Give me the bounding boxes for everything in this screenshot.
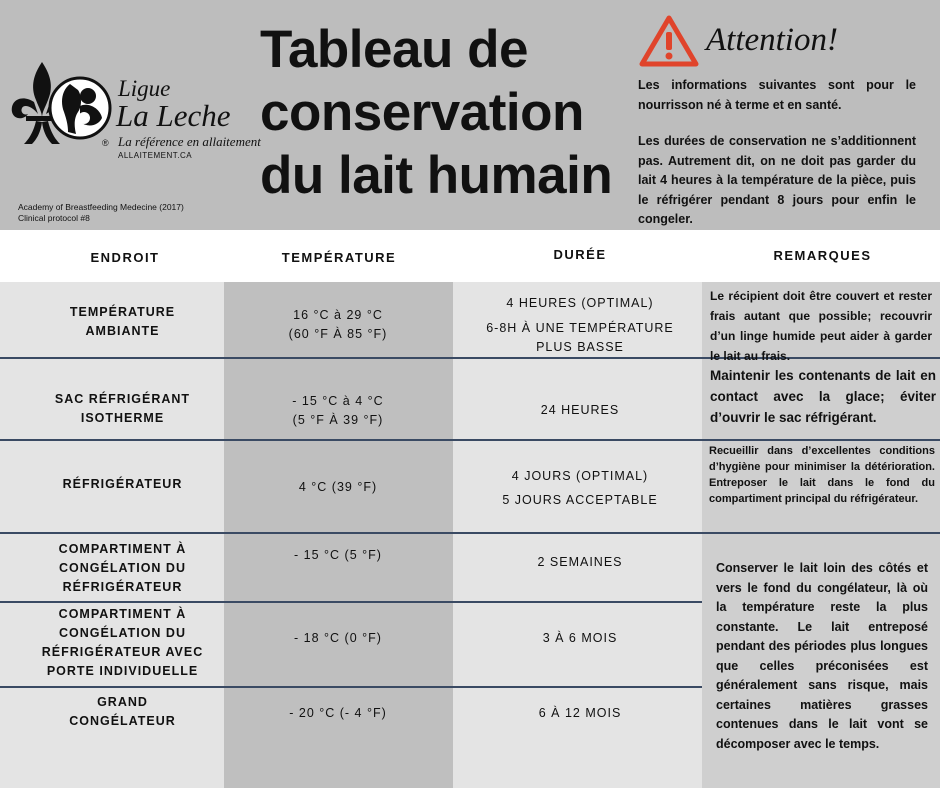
title-line-2: conservation xyxy=(260,83,584,142)
table-row-refrigerateur-remarque: Recueillir dans d’excellentes conditions d’hygiène pour minimiser la détérioration. Entreposer le lait dans le fond du compartiment principal du réfrigérateur. xyxy=(709,445,935,505)
source-citation xyxy=(18,202,184,224)
cell-line: 6 À 12 MOIS xyxy=(538,706,622,720)
table-row-sac-remarque: Maintenir les contenants de lait en contact avec la glace; éviter d’ouvrir le sac réfrigérant. xyxy=(710,368,936,425)
cell-line: - 18 °C (0 °F) xyxy=(294,631,382,645)
cell-line: 16 °C à 29 °C xyxy=(293,308,383,322)
cell-line: 5 JOURS ACCEPTABLE xyxy=(502,493,658,507)
cell-line: CONGÉLATION DU xyxy=(59,626,186,640)
table-row-refrigerateur-temperature xyxy=(230,478,446,497)
ligue-la-leche-logo xyxy=(8,56,114,152)
column-header-duree: DURÉE xyxy=(553,247,607,262)
cell-line: 4 °C (39 °F) xyxy=(298,480,378,494)
table-row-ambiante-temperature xyxy=(230,306,446,344)
source-line-1: Academy of Breastfeeding Medecine (2017) xyxy=(18,202,184,212)
table-row-sac-endroit xyxy=(30,390,215,428)
table-row-grand-congelateur-temperature xyxy=(230,704,446,723)
cell-line: (60 °F À 85 °F) xyxy=(288,327,388,341)
cell-line: 24 HEURES xyxy=(540,403,620,417)
cell-line: AMBIANTE xyxy=(85,324,160,338)
cell-line: CONGÉLATION DU xyxy=(59,561,186,575)
cell-line: ISOTHERME xyxy=(80,411,165,425)
table-row-ambiante-remarque: Le récipient doit être couvert et rester frais autant que possible; recouvrir d’un linge humide peut aider à garder le lait au frais. xyxy=(710,289,932,363)
table-row-grand-congelateur-endroit xyxy=(30,693,215,731)
column-header-endroit: ENDROIT xyxy=(90,250,160,265)
title-line-1: Tableau de xyxy=(260,20,528,79)
source-line-2: Clinical protocol #8 xyxy=(18,213,90,223)
cell-line: TEMPÉRATURE xyxy=(69,305,176,319)
cell-line: - 15 °C (5 °F) xyxy=(294,548,382,562)
table-row-sac-temperature xyxy=(230,392,446,430)
table-row-refrigerateur-duree xyxy=(460,467,700,510)
table-row-compartiment-duree xyxy=(460,553,700,572)
warning-triangle-icon xyxy=(638,14,700,68)
cell-line: 2 SEMAINES xyxy=(537,555,623,569)
attention-heading: Attention! xyxy=(706,22,838,58)
freezer-remarque: Conserver le lait loin des côtés et vers le fond du congélateur, là où la température reste la plus constante. Le lait entreposé pendant des périodes plus longues que celles préconisées est généralement sans risque, mais certaines matières grasses contenues dans le lait vont se décomposer avec le temps. xyxy=(716,561,928,751)
column-header-remarques: REMARQUES xyxy=(773,248,872,263)
cell-line: GRAND xyxy=(97,695,148,709)
logo-site: ALLAITEMENT.CA xyxy=(118,151,193,160)
cell-line: COMPARTIMENT À xyxy=(58,607,187,621)
cell-line: (5 °F À 39 °F) xyxy=(292,413,384,427)
row-divider xyxy=(0,601,702,603)
cell-line: COMPARTIMENT À xyxy=(58,542,187,556)
row-divider xyxy=(0,532,940,534)
cell-line: PLUS BASSE xyxy=(536,340,624,354)
cell-line: PORTE INDIVIDUELLE xyxy=(46,664,199,678)
table-row-porte-individuelle-temperature xyxy=(230,629,446,648)
table-row-ambiante-duree xyxy=(460,294,700,357)
cell-line: RÉFRIGÉRATEUR xyxy=(62,477,183,491)
cell-line: 4 HEURES (OPTIMAL) xyxy=(506,296,654,310)
cell-line: CONGÉLATEUR xyxy=(69,714,176,728)
cell-line: 6-8H À UNE TEMPÉRATURE xyxy=(486,321,674,335)
cell-line: - 20 °C (- 4 °F) xyxy=(289,706,387,720)
logo-text-ligue: Ligue xyxy=(118,76,171,101)
table-row-compartiment-endroit xyxy=(30,540,215,597)
table-row-refrigerateur-endroit xyxy=(30,475,215,494)
table-row-compartiment-temperature xyxy=(230,546,446,565)
registered-mark: ® xyxy=(102,138,109,148)
mother-child-icon xyxy=(50,78,110,138)
table-row-sac-duree xyxy=(460,401,700,420)
logo-text-la-leche: La Leche xyxy=(116,98,231,133)
note-newborn: Les informations suivantes sont pour le nourrisson né à terme et en santé. xyxy=(638,78,916,112)
cell-line: RÉFRIGÉRATEUR AVEC xyxy=(41,645,204,659)
cell-line: RÉFRIGÉRATEUR xyxy=(62,580,183,594)
title-line-3: du lait humain xyxy=(260,146,613,205)
table-row-grand-congelateur-duree xyxy=(460,704,700,723)
note-durations: Les durées de conservation ne s’additionnent pas. Autrement dit, on ne doit pas garder du lait 4 heures à la température de la pièce, puis le réfrigérer pendant 8 jours pour enfin le congeler. xyxy=(638,134,916,226)
cell-line: - 15 °C à 4 °C xyxy=(292,394,384,408)
table-row-porte-individuelle-endroit xyxy=(30,605,215,681)
row-divider xyxy=(0,439,940,441)
cell-line: 4 JOURS (OPTIMAL) xyxy=(511,469,649,483)
page-title xyxy=(260,18,630,207)
table-row-porte-individuelle-duree xyxy=(460,629,700,648)
cell-line: 3 À 6 MOIS xyxy=(542,631,618,645)
row-divider xyxy=(0,686,702,688)
logo-tagline: La référence en allaitement xyxy=(118,134,261,149)
table-row-ambiante-endroit xyxy=(30,303,215,341)
column-header-temperature: TEMPÉRATURE xyxy=(281,250,397,265)
cell-line: SAC RÉFRIGÉRANT xyxy=(54,392,191,406)
